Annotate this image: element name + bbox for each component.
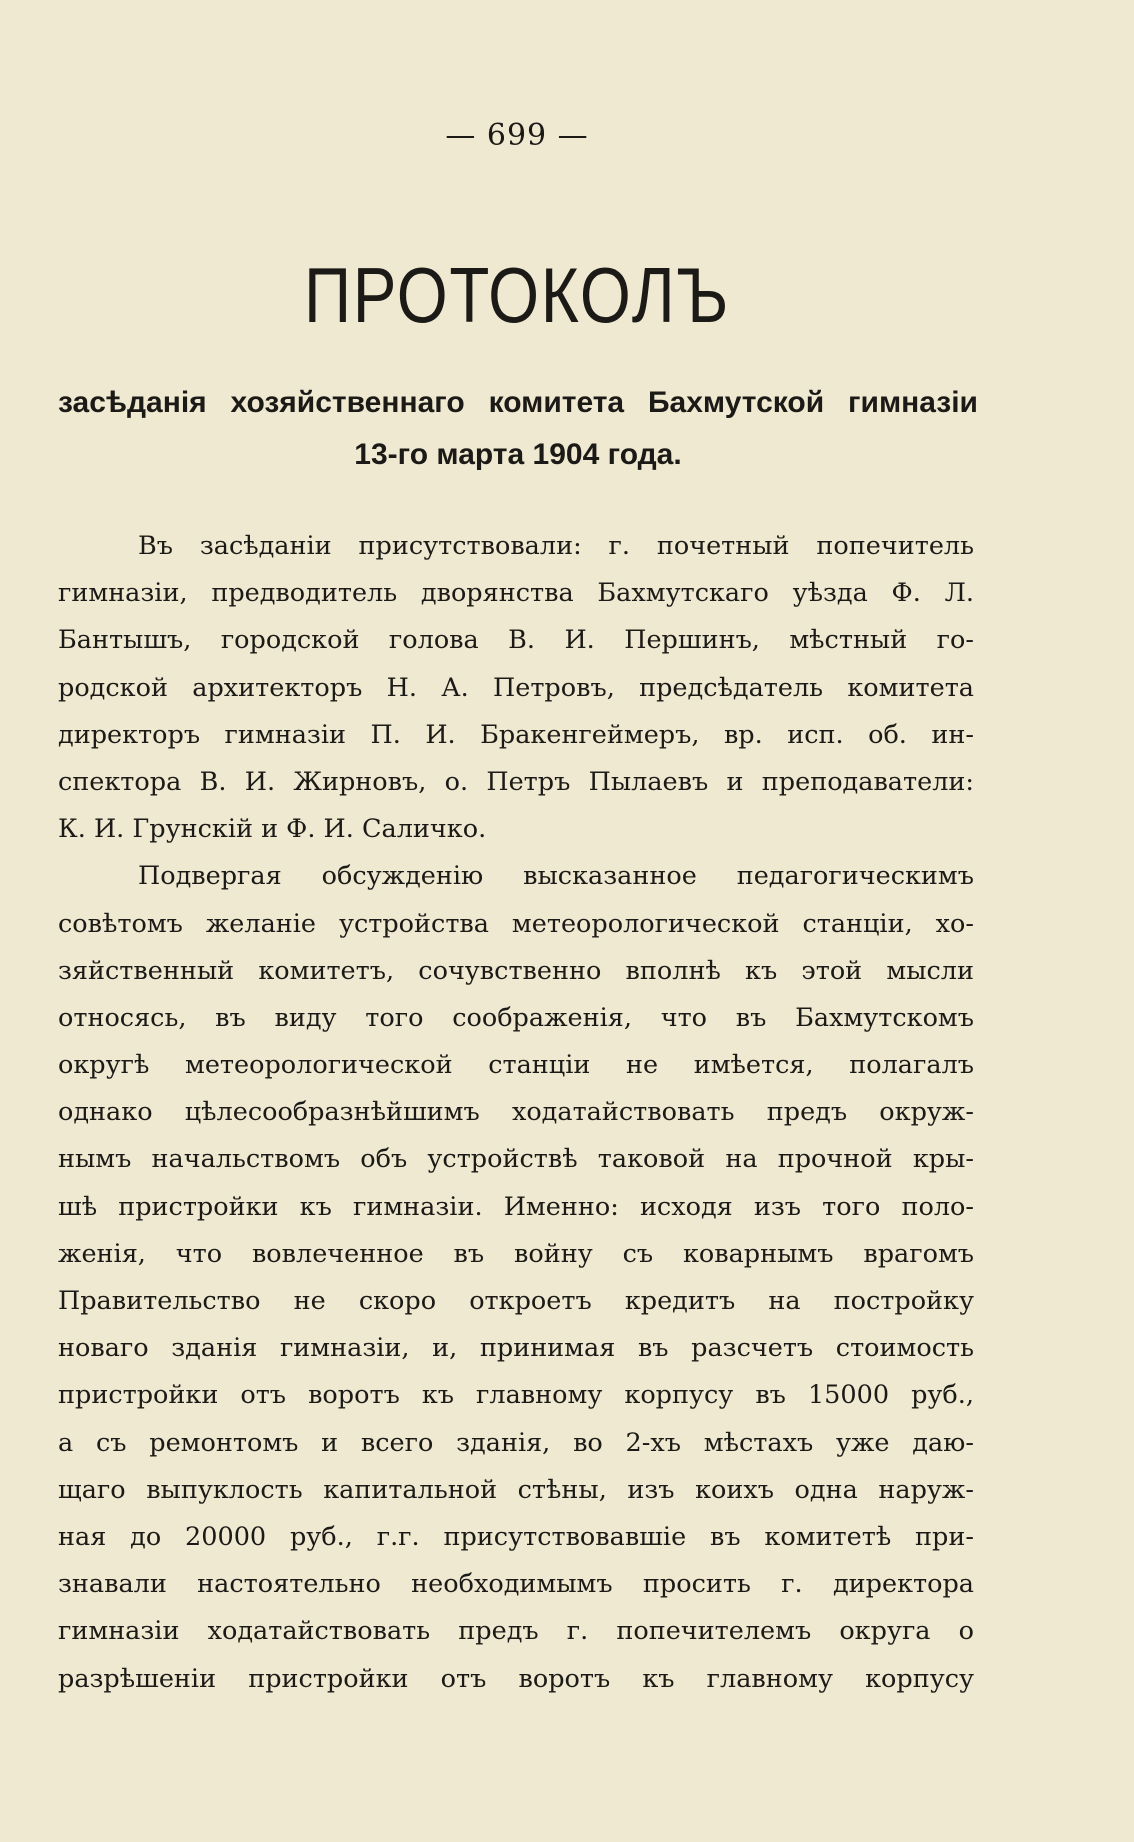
document-subtitle-line-2: 13-го марта 1904 года. [354, 438, 682, 471]
paragraph-discussion [58, 853, 974, 1702]
page-number: — 699 — [445, 118, 589, 153]
text-line: К. И. Грунскій и Ф. И. Саличко. [58, 814, 487, 845]
document-body [58, 523, 974, 1703]
text-line: шѣ пристройки къ гимназіи. Именно: исходя изъ того поло- [58, 1191, 974, 1222]
document-subtitle-line-1: засѣданія хозяйственнаго комитета Бахмутской гимназіи [58, 386, 978, 419]
text-line: Правительство не скоро откроетъ кредитъ на постройку [58, 1286, 974, 1316]
text-line: округѣ метеорологической станціи не имѣется, полагалъ [58, 1050, 974, 1081]
text-line: щаго выпуклость капитальной стѣны, изъ коихъ одна наруж- [58, 1474, 974, 1505]
text-line: нымъ начальствомъ объ устройствѣ таковой на прочной кры- [58, 1144, 974, 1175]
paragraph-attendees [58, 523, 974, 853]
text-line: а съ ремонтомъ и всего зданія, во 2-хъ мѣстахъ уже даю- [58, 1427, 974, 1458]
text-line: гимназіи, предводитель дворянства Бахмутскаго уѣзда Ф. Л. [58, 578, 974, 609]
text-line: ная до 20000 руб., г.г. присутствовавшіе въ комитетѣ при- [58, 1521, 974, 1552]
text-line: гимназіи ходатайствовать предъ г. попечителемъ округа о [58, 1616, 974, 1647]
text-line: знавали настоятельно необходимымъ просить г. директора [58, 1569, 974, 1600]
text-line: разрѣшеніи пристройки отъ воротъ къ главному корпусу [58, 1663, 974, 1694]
text-line: спектора В. И. Жирновъ, о. Петръ Пылаевъ и преподаватели: [58, 766, 974, 797]
text-line: относясь, въ виду того соображенія, что въ Бахмутскомъ [58, 1002, 974, 1033]
text-line: новаго зданія гимназіи, и, принимая въ разсчетъ стоимость [58, 1333, 974, 1364]
text-line: зяйственный комитетъ, сочувственно вполнѣ къ этой мысли [58, 955, 974, 986]
text-line: пристройки отъ воротъ къ главному корпусу въ 15000 руб., [58, 1380, 974, 1411]
document-title: ПРОТОКОЛЪ [303, 251, 730, 339]
text-line: директоръ гимназіи П. И. Бракенгеймеръ, вр. исп. об. ин- [58, 719, 974, 750]
text-line: родской архитекторъ Н. А. Петровъ, предсѣдатель комитета [58, 672, 974, 703]
text-line: совѣтомъ желаніе устройства метеорологической станціи, хо- [58, 908, 974, 939]
text-line: Подвергая обсужденію высказанное педагогическимъ [138, 861, 974, 892]
text-line: Въ засѣданіи присутствовали: г. почетный попечитель [138, 531, 974, 561]
text-line: Бантышъ, городской голова В. И. Першинъ, мѣстный го- [58, 625, 974, 656]
text-line: женія, что вовлеченное въ войну съ коварнымъ врагомъ [58, 1238, 974, 1269]
text-line: однако цѣлесообразнѣйшимъ ходатайствовать предъ окруж- [58, 1097, 974, 1128]
